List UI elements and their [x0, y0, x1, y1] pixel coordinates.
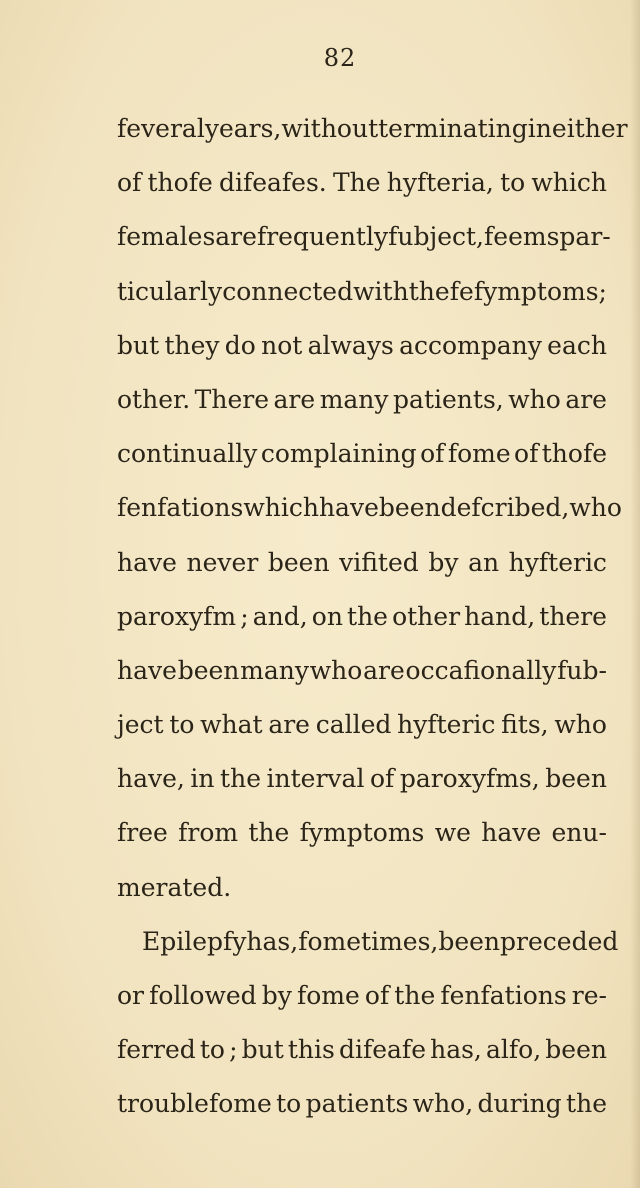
- text-line: [117, 644, 607, 698]
- word: been: [545, 764, 607, 794]
- text-line: [117, 698, 607, 752]
- word: thofe: [147, 168, 213, 198]
- text-line: [117, 319, 607, 373]
- text-line: [117, 752, 607, 806]
- word: who: [569, 493, 622, 523]
- word: this: [287, 1035, 335, 1065]
- word: patients: [305, 1089, 409, 1119]
- word: have: [481, 818, 542, 848]
- word: who: [554, 710, 607, 740]
- word: are: [215, 222, 257, 252]
- word: without: [281, 114, 379, 143]
- word: followed: [149, 981, 257, 1010]
- word: fubject,: [388, 222, 485, 252]
- word: fub-: [557, 655, 607, 685]
- word: par-: [559, 222, 611, 252]
- text-line: [117, 373, 607, 427]
- word: fometimes,: [298, 926, 439, 956]
- word: either: [551, 114, 628, 143]
- word: have: [117, 655, 177, 685]
- word: accompany: [399, 330, 542, 360]
- word: have,: [117, 764, 185, 794]
- word: in: [527, 114, 552, 143]
- word: occafionally: [405, 655, 557, 685]
- word: The: [332, 168, 381, 198]
- word: many: [319, 384, 389, 414]
- word: ject: [117, 710, 164, 740]
- word: been: [267, 547, 330, 577]
- word: re-: [571, 981, 607, 1010]
- word: Epilepfy: [142, 926, 247, 956]
- text-line: [117, 590, 607, 644]
- word: are: [268, 710, 310, 740]
- word: ticularly: [117, 276, 223, 306]
- word: interval: [266, 764, 365, 794]
- word: alfo,: [486, 1035, 542, 1065]
- word: always: [307, 330, 394, 360]
- word: vifited: [339, 547, 419, 577]
- word: to: [199, 1035, 225, 1065]
- word: females: [117, 222, 216, 252]
- word: many: [240, 655, 310, 685]
- word: thofe: [541, 439, 607, 469]
- word: been: [378, 493, 441, 523]
- word: by: [261, 981, 292, 1010]
- word: been: [438, 926, 501, 956]
- word: and,: [252, 601, 308, 631]
- word: paroxyfm: [117, 601, 237, 631]
- word: feems: [484, 222, 560, 252]
- word: years,: [204, 114, 282, 143]
- text-line: [117, 210, 611, 264]
- word: who,: [412, 1089, 474, 1119]
- word: in: [190, 764, 215, 794]
- text-line: [117, 265, 607, 319]
- word: hyfteric: [508, 547, 607, 577]
- word: but: [241, 1035, 284, 1065]
- word: connected: [222, 276, 354, 306]
- word: an: [468, 547, 500, 577]
- text-line: [117, 481, 622, 535]
- word: fits,: [501, 710, 549, 740]
- word: difeafe: [338, 1035, 426, 1065]
- word: not: [261, 330, 303, 360]
- word: other: [392, 601, 461, 631]
- text-line: [117, 861, 607, 915]
- word: preceded: [500, 926, 619, 956]
- word: fome: [296, 981, 360, 1010]
- word: ;: [240, 601, 249, 631]
- word: paroxyfms,: [399, 764, 540, 794]
- word: There: [194, 384, 269, 414]
- text-line: [117, 102, 628, 156]
- word: has,: [430, 1035, 482, 1065]
- word: which: [531, 168, 607, 198]
- word: fymptoms: [299, 818, 425, 848]
- word: have: [318, 493, 379, 523]
- word: frequently: [256, 222, 389, 252]
- word: complaining: [260, 439, 417, 469]
- word: of: [420, 439, 445, 469]
- word: are: [363, 655, 405, 685]
- word: of: [364, 981, 390, 1010]
- word: the: [248, 818, 290, 848]
- word: enu-: [551, 818, 607, 848]
- word: other.: [117, 384, 191, 414]
- word: never: [186, 547, 259, 577]
- word: there: [539, 601, 607, 631]
- word: who: [508, 384, 561, 414]
- word: difeafes.: [218, 168, 327, 198]
- word: each: [547, 330, 607, 360]
- page-edge-shadow: [630, 0, 640, 1188]
- word: the: [394, 981, 436, 1010]
- word: to: [500, 168, 526, 198]
- word: of: [117, 168, 142, 198]
- word: hyfteria,: [386, 168, 494, 198]
- word: been: [177, 655, 240, 685]
- word: to: [276, 1089, 302, 1119]
- text-line: [117, 156, 607, 210]
- text-line: [117, 1077, 607, 1131]
- word: continually: [117, 439, 258, 469]
- word: fome: [447, 439, 511, 469]
- word: what: [200, 710, 263, 740]
- word: has,: [246, 926, 299, 956]
- word: which: [243, 493, 319, 523]
- word: have: [117, 547, 177, 577]
- word: of: [369, 764, 395, 794]
- word: called: [315, 710, 392, 740]
- text-line: [117, 969, 607, 1023]
- text-line: [117, 427, 607, 481]
- word: of: [514, 439, 539, 469]
- word: free: [117, 818, 168, 848]
- word: the: [220, 764, 261, 794]
- word: the: [566, 1089, 607, 1119]
- word: defcribed,: [440, 493, 570, 523]
- word: fenfations: [440, 981, 567, 1010]
- word: hand,: [464, 601, 536, 631]
- word: been: [545, 1035, 607, 1065]
- word: merated.: [117, 872, 232, 902]
- word: thefe: [408, 276, 474, 306]
- word: ferred: [117, 1035, 196, 1065]
- text-line: [117, 1023, 607, 1077]
- text-line: [117, 806, 607, 860]
- word: during: [477, 1089, 562, 1119]
- text-line: [117, 915, 619, 969]
- word: but: [117, 330, 160, 360]
- word: fymptoms;: [473, 276, 607, 306]
- word: fenfations: [117, 493, 244, 523]
- word: on: [311, 601, 343, 631]
- word: with: [353, 276, 409, 306]
- word: to: [169, 710, 195, 740]
- word: or: [117, 981, 145, 1010]
- body-text: [117, 102, 628, 1132]
- word: terminating: [378, 114, 528, 143]
- word: are: [273, 384, 316, 414]
- word: are: [565, 384, 607, 414]
- word: troublefome: [117, 1089, 272, 1119]
- word: we: [434, 818, 471, 848]
- word: from: [178, 818, 239, 848]
- word: ;: [229, 1035, 238, 1065]
- word: by: [428, 547, 459, 577]
- page-number: 82: [323, 44, 357, 72]
- word: the: [347, 601, 388, 631]
- word: who: [309, 655, 363, 685]
- word: do: [224, 330, 256, 360]
- word: feveral: [117, 114, 205, 143]
- word: hyfteric: [397, 710, 496, 740]
- word: they: [164, 330, 220, 360]
- word: patients,: [393, 384, 504, 414]
- text-line: [117, 536, 607, 590]
